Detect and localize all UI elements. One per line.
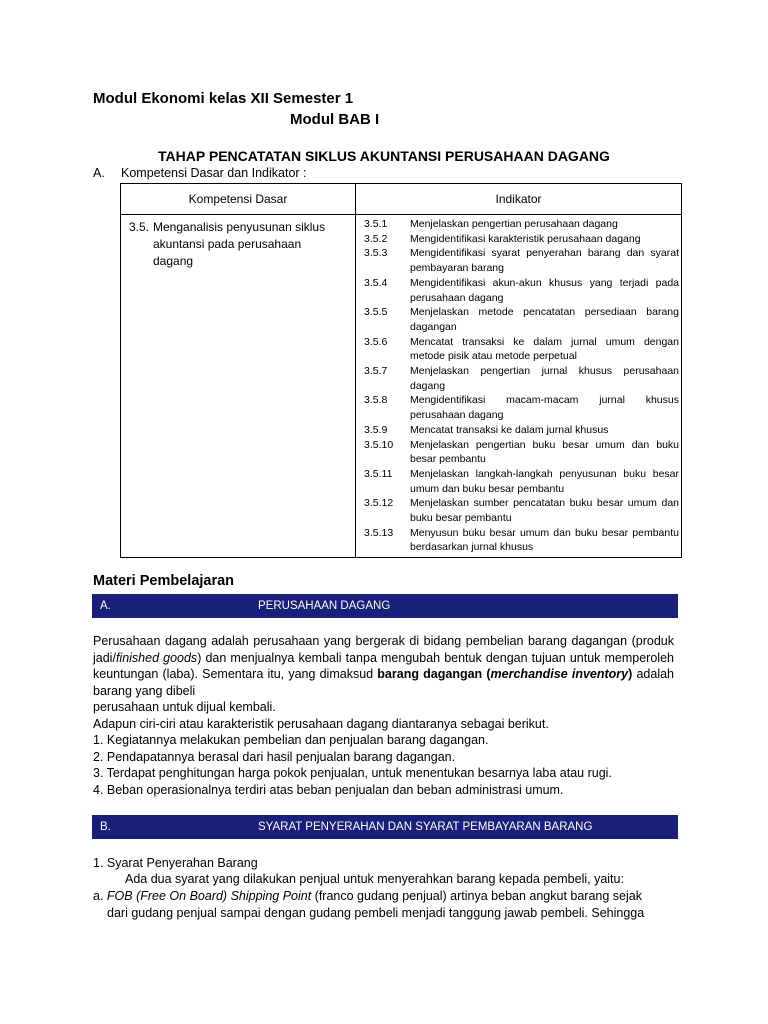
section-a-label: Kompetensi Dasar dan Indikator : [121,166,307,180]
indicator-text: Mengidentifikasi syarat penyerahan barang dan syarat pembayaran barang [410,247,679,275]
indicator-number: 3.5.5 [364,306,388,319]
indicator-row [356,305,681,334]
module-title: Modul Ekonomi kelas XII Semester 1 [93,90,354,107]
p1-text-c: ) dan menjualnya kembali tanpa mengubah bentuk dengan tujuan untuk memperoleh keuntungan (laba). Sementara itu, yang dimaksud [93,650,674,682]
p1-bold: barang dagangan ( [377,667,491,682]
indicator-row [356,217,681,232]
indicator-number: 3.5.7 [364,365,388,378]
item-a-letter: a. [93,889,104,903]
indicator-number: 3.5.3 [364,247,388,260]
module-subtitle: Modul BAB I [290,111,380,128]
indicator-row [356,467,681,496]
subheading-syarat-penyerahan: 1. Syarat Penyerahan Barang [93,856,258,870]
item-a-italic: FOB (Free On Board) Shipping Point [106,889,312,903]
p1-text-g: adalah barang yang dibeli [93,667,675,698]
item-a-line2: dari gudang penjual sampai dengan gudang pembeli menjadi tanggung jawab pembeli. Sehingga [107,906,645,920]
indicator-text: Mengidentifikasi karakteristik perusahaan dagang [410,232,641,245]
indicator-text: Menjelaskan pengertian buku besar umum dan buku besar pembantu [410,438,679,466]
bar-b-label: SYARAT PENYERAHAN DAN SYARAT PEMBAYARAN BARANG [258,821,593,833]
indicator-text: Mencatat transaksi ke dalam jurnal umum dengan metode pisik atau metode perpetual [410,335,679,363]
indicator-number: 3.5.13 [364,526,394,539]
p1-bold-italic: merchandise inventory [490,667,629,682]
indicator-number: 3.5.2 [364,232,388,245]
p1-text-a: Perusahaan dagang adalah perusahaan yang bergerak di bidang pembelian barang dagangan (produk jadi/ [93,634,674,665]
kd-number: 3.5. [129,220,150,234]
p1-italic: finished goods [115,650,198,665]
indicator-number: 3.5.6 [364,335,388,348]
bar-b-letter: B. [100,821,111,833]
characteristic-item: 3. Terdapat penghitungan harga pokok penjualan, untuk menentukan besarnya laba atau rugi. [93,766,612,781]
col-header-kompetensi: Kompetensi Dasar [121,184,356,215]
indicator-list [356,217,681,555]
indicator-text: Menjelaskan sumber pencatatan buku besar umum dan buku besar pembantu [410,497,679,525]
indicator-row [356,438,681,467]
paragraph-continuation: perusahaan untuk dijual kembali. [93,700,276,714]
materi-heading: Materi Pembelajaran [93,573,235,589]
bar-a-letter: A. [100,600,111,612]
indicator-text: Mengidentifikasi macam-macam jurnal khusus perusahaan dagang [410,394,679,422]
section-bar-b [92,815,678,839]
indicator-number: 3.5.11 [364,467,393,480]
indicator-row [356,393,681,422]
indicator-row [356,276,681,305]
indicator-text: Menjelaskan pengertian jurnal khusus perusahaan dagang [410,365,679,392]
indicator-number: 3.5.9 [364,423,388,436]
paragraph-definition [93,633,674,699]
characteristics-list [93,732,674,798]
indicator-row [356,335,681,364]
section-bar-a [92,594,678,618]
paragraph-characteristics: Adapun ciri-ciri atau karakteristik perusahaan dagang diantaranya sebagai berikut. [93,717,549,731]
bar-a-label: PERUSAHAAN DAGANG [258,600,391,612]
competency-table [120,183,682,558]
kd-text: Menganalisis penyusunan siklus akuntansi pada perusahaan dagang [153,220,326,268]
indicator-row [356,364,681,393]
characteristic-item: 4. Beban operasionalnya terdiri atas beban penjualan dan beban administrasi umum. [93,782,564,797]
indicator-text: Menjelaskan pengertian perusahaan dagang [410,218,618,230]
indicator-row [356,423,681,438]
indicator-number: 3.5.8 [364,394,388,407]
indicator-text: Menjelaskan langkah-langkah penyusunan buku besar umum dan buku besar pembantu [410,467,679,495]
indicator-number: 3.5.10 [364,438,394,451]
indicator-number: 3.5.1 [364,218,388,230]
section-a-letter: A. [93,166,105,180]
indicator-cell [356,215,682,558]
indicator-text: Mengidentifikasi akun-akun khusus yang terjadi pada perusahaan dagang [410,276,679,304]
indicator-text: Mencatat transaksi ke dalam jurnal khusus [410,423,609,436]
indicator-number: 3.5.12 [364,497,394,510]
characteristic-item: 2. Pendapatannya berasal dari hasil penjualan barang dagangan. [93,749,456,764]
indicator-row [356,246,681,275]
indicator-number: 3.5.4 [364,276,388,289]
indicator-text: Menjelaskan metode pencatatan persediaan barang dagangan [410,306,679,333]
item-a [93,888,674,905]
indicator-row [356,496,681,525]
characteristic-item: 1. Kegiatannya melakukan pembelian dan penjualan barang dagangan. [93,733,489,747]
p1-bold-close: ) [628,667,633,682]
indicator-row [356,526,681,555]
indicator-row [356,232,681,247]
kd-cell [121,215,356,558]
chapter-title: TAHAP PENCATATAN SIKLUS AKUNTANSI PERUSAHAAN DAGANG [158,148,610,164]
indicator-text: Menyusun buku besar umum dan buku besar pembantu berdasarkan jurnal khusus [410,526,679,554]
syarat-intro: Ada dua syarat yang dilakukan penjual untuk menyerahkan barang kepada pembeli, yaitu: [125,872,624,886]
item-a-rest: (franco gudang penjual) artinya beban angkut barang sejak [311,889,642,903]
col-header-indikator: Indikator [356,184,682,215]
